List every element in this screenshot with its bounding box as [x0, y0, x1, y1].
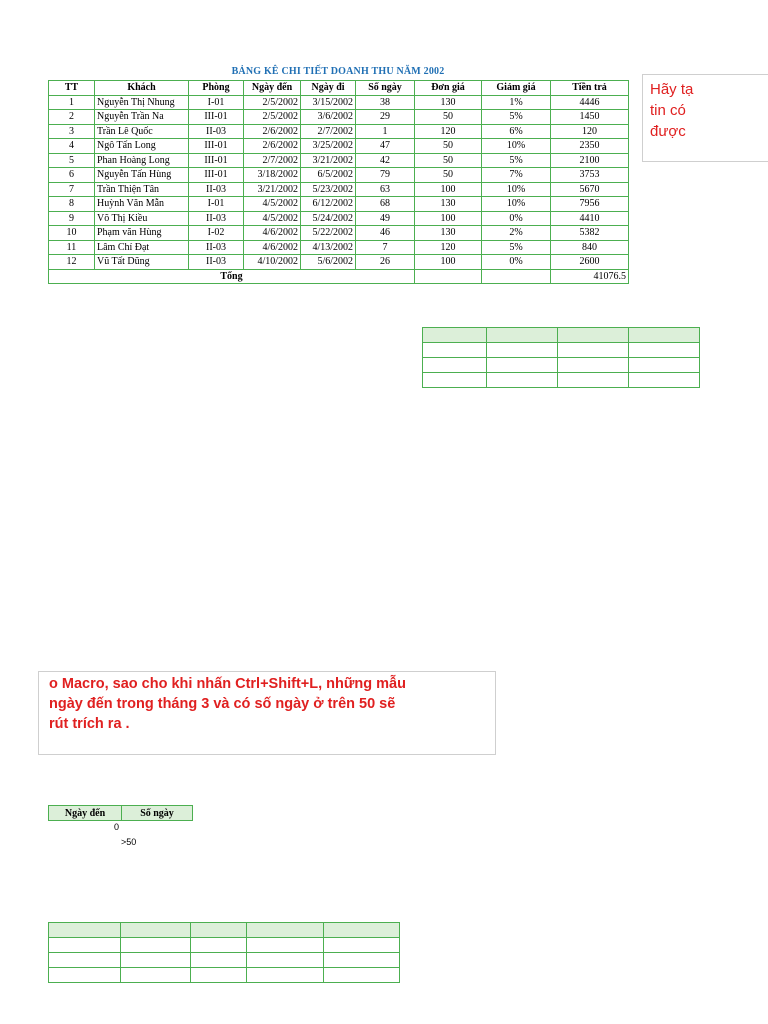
- extract-output-grid: [422, 327, 700, 388]
- table-cell[interactable]: 120: [415, 240, 482, 255]
- table-cell[interactable]: II-03: [189, 182, 244, 197]
- col-header-khach[interactable]: Khách: [95, 81, 189, 96]
- table-cell[interactable]: 3/6/2002: [301, 110, 356, 125]
- instruction-note-right[interactable]: [642, 74, 768, 162]
- table-cell[interactable]: 50: [415, 139, 482, 154]
- table-cell[interactable]: 8: [49, 197, 95, 212]
- table-cell[interactable]: 4/6/2002: [244, 240, 301, 255]
- table-row: [49, 110, 629, 125]
- table-cell[interactable]: I-01: [189, 197, 244, 212]
- table-cell[interactable]: 840: [551, 240, 629, 255]
- table-row: [49, 255, 629, 270]
- table-cell[interactable]: 2/7/2002: [244, 153, 301, 168]
- table-row: [49, 240, 629, 255]
- total-row: [49, 269, 629, 284]
- table-cell[interactable]: 63: [356, 182, 415, 197]
- table-cell[interactable]: 3753: [551, 168, 629, 183]
- table-cell[interactable]: Trần Thiện Tân: [95, 182, 189, 197]
- table-row: [49, 211, 629, 226]
- table-cell[interactable]: Trần Lê Quốc: [95, 124, 189, 139]
- table-cell[interactable]: 7956: [551, 197, 629, 212]
- table-cell[interactable]: 9: [49, 211, 95, 226]
- table-cell[interactable]: 5/6/2002: [301, 255, 356, 270]
- table-cell[interactable]: 10%: [482, 182, 551, 197]
- table-cell[interactable]: 5670: [551, 182, 629, 197]
- table-cell[interactable]: 3/21/2002: [301, 153, 356, 168]
- table-row: [423, 343, 700, 358]
- col-header-ngay-den[interactable]: Ngày đến: [244, 81, 301, 96]
- table-cell[interactable]: [558, 358, 629, 373]
- table-cell[interactable]: [49, 938, 121, 953]
- table-cell[interactable]: 50: [415, 168, 482, 183]
- table-cell[interactable]: 50: [415, 110, 482, 125]
- instruction-note-right-text: Hãy tạ tin có được: [650, 81, 694, 140]
- table-row: [49, 806, 193, 821]
- revenue-table: [48, 80, 629, 284]
- table-cell[interactable]: 4/5/2002: [244, 211, 301, 226]
- table-cell[interactable]: 130: [415, 226, 482, 241]
- table-row: [49, 95, 629, 110]
- col-header-phong[interactable]: Phòng: [189, 81, 244, 96]
- table-cell[interactable]: 4/6/2002: [244, 226, 301, 241]
- table-cell[interactable]: 38: [356, 95, 415, 110]
- table-cell[interactable]: 1: [49, 95, 95, 110]
- table-cell[interactable]: [49, 923, 121, 938]
- table-cell[interactable]: 5/22/2002: [301, 226, 356, 241]
- table-cell[interactable]: 11: [49, 240, 95, 255]
- table-cell[interactable]: 5/24/2002: [301, 211, 356, 226]
- table-row: [49, 168, 629, 183]
- table-cell[interactable]: 5%: [482, 110, 551, 125]
- table-cell[interactable]: 130: [415, 95, 482, 110]
- table-cell[interactable]: [423, 328, 487, 343]
- table-cell[interactable]: Nguyễn Thị Nhung: [95, 95, 189, 110]
- table-cell[interactable]: 7: [49, 182, 95, 197]
- table-cell[interactable]: II-03: [189, 124, 244, 139]
- table-cell[interactable]: [324, 968, 400, 983]
- table-cell[interactable]: Nguyễn Tấn Hùng: [95, 168, 189, 183]
- table-cell[interactable]: [191, 968, 247, 983]
- table-cell[interactable]: [121, 938, 191, 953]
- table-cell[interactable]: 4446: [551, 95, 629, 110]
- col-header-don-gia[interactable]: Đơn giá: [415, 81, 482, 96]
- table-cell[interactable]: [247, 968, 324, 983]
- instruction-note-bottom-text: o Macro, sao cho khi nhấn Ctrl+Shift+L, những mẫu ngày đến trong tháng 3 và có số ngày ở trên 50 sẽ rút trích ra .: [49, 676, 406, 732]
- table-cell[interactable]: [415, 269, 482, 284]
- table-cell[interactable]: Phạm văn Hùng: [95, 226, 189, 241]
- table-row: [423, 358, 700, 373]
- table-cell[interactable]: [629, 328, 700, 343]
- table-cell[interactable]: 6%: [482, 124, 551, 139]
- table-cell[interactable]: III-01: [189, 110, 244, 125]
- table-cell[interactable]: Lâm Chí Đạt: [95, 240, 189, 255]
- table-cell[interactable]: 3/21/2002: [244, 182, 301, 197]
- table-cell[interactable]: [629, 343, 700, 358]
- table-row: [49, 968, 400, 983]
- table-row: [49, 197, 629, 212]
- table-cell[interactable]: [558, 328, 629, 343]
- table-row: [49, 153, 629, 168]
- table-cell[interactable]: Huỳnh Văn Mẫn: [95, 197, 189, 212]
- table-cell[interactable]: 2/5/2002: [244, 110, 301, 125]
- table-row: [49, 124, 629, 139]
- table-cell[interactable]: [423, 358, 487, 373]
- table-cell[interactable]: 3: [49, 124, 95, 139]
- table-cell[interactable]: 6/12/2002: [301, 197, 356, 212]
- table-cell[interactable]: [324, 938, 400, 953]
- criteria-value-so-ngay[interactable]: >50: [121, 837, 137, 847]
- table-cell[interactable]: 100: [415, 182, 482, 197]
- table-cell[interactable]: [629, 358, 700, 373]
- table-cell[interactable]: [247, 923, 324, 938]
- table-cell[interactable]: 0%: [482, 211, 551, 226]
- table-row: [423, 328, 700, 343]
- table-cell[interactable]: 2/6/2002: [244, 124, 301, 139]
- table-cell[interactable]: 2350: [551, 139, 629, 154]
- table-row: [49, 182, 629, 197]
- table-cell[interactable]: 3/18/2002: [244, 168, 301, 183]
- table-cell[interactable]: Vũ Tất Dũng: [95, 255, 189, 270]
- total-value[interactable]: 41076.5: [551, 269, 629, 284]
- table-cell[interactable]: 120: [551, 124, 629, 139]
- table-cell[interactable]: [191, 938, 247, 953]
- col-header-ngay-di[interactable]: Ngày đi: [301, 81, 356, 96]
- table-cell[interactable]: 100: [415, 211, 482, 226]
- table-cell[interactable]: 3/25/2002: [301, 139, 356, 154]
- table-cell[interactable]: [121, 968, 191, 983]
- table-cell[interactable]: 6/5/2002: [301, 168, 356, 183]
- table-cell[interactable]: 5%: [482, 240, 551, 255]
- table-cell[interactable]: 100: [415, 255, 482, 270]
- table-cell[interactable]: 4: [49, 139, 95, 154]
- table-cell[interactable]: [49, 968, 121, 983]
- table-cell[interactable]: [191, 953, 247, 968]
- table-cell[interactable]: [121, 923, 191, 938]
- table-cell[interactable]: I-02: [189, 226, 244, 241]
- table-cell[interactable]: 1450: [551, 110, 629, 125]
- table-cell[interactable]: 4410: [551, 211, 629, 226]
- table-cell[interactable]: III-01: [189, 139, 244, 154]
- table-row: [49, 953, 400, 968]
- table-cell[interactable]: 79: [356, 168, 415, 183]
- table-cell[interactable]: Phan Hoàng Long: [95, 153, 189, 168]
- table-cell[interactable]: 50: [415, 153, 482, 168]
- table-row: [49, 139, 629, 154]
- table-cell[interactable]: [558, 373, 629, 388]
- table-cell[interactable]: 2600: [551, 255, 629, 270]
- table-cell[interactable]: I-01: [189, 95, 244, 110]
- extract-output-grid-2: [48, 922, 400, 983]
- criteria-header-ngay-den[interactable]: Ngày đến: [49, 806, 122, 821]
- table-row: [49, 938, 400, 953]
- table-cell[interactable]: 10%: [482, 197, 551, 212]
- col-header-tt[interactable]: TT: [49, 81, 95, 96]
- table-cell[interactable]: 7: [356, 240, 415, 255]
- table-cell[interactable]: 5%: [482, 153, 551, 168]
- table-cell[interactable]: II-03: [189, 255, 244, 270]
- table-cell[interactable]: [49, 953, 121, 968]
- criteria-header-so-ngay[interactable]: Số ngày: [122, 806, 193, 821]
- table-cell[interactable]: [487, 358, 558, 373]
- table-cell[interactable]: 29: [356, 110, 415, 125]
- table-cell[interactable]: III-01: [189, 153, 244, 168]
- table-row: [49, 226, 629, 241]
- table-cell[interactable]: [121, 953, 191, 968]
- total-label[interactable]: Tổng: [49, 269, 415, 284]
- table-cell[interactable]: 4/10/2002: [244, 255, 301, 270]
- table-cell[interactable]: II-03: [189, 240, 244, 255]
- table-cell[interactable]: 3/15/2002: [301, 95, 356, 110]
- table-cell[interactable]: [247, 953, 324, 968]
- table-cell[interactable]: [324, 953, 400, 968]
- table-cell[interactable]: [482, 269, 551, 284]
- table-row: [49, 923, 400, 938]
- table-cell[interactable]: 49: [356, 211, 415, 226]
- table-cell[interactable]: 7%: [482, 168, 551, 183]
- table-cell[interactable]: 12: [49, 255, 95, 270]
- table-cell[interactable]: 46: [356, 226, 415, 241]
- table-cell[interactable]: 0%: [482, 255, 551, 270]
- col-header-so-ngay[interactable]: Số ngày: [356, 81, 415, 96]
- table-cell[interactable]: 5382: [551, 226, 629, 241]
- table-cell[interactable]: [324, 923, 400, 938]
- table-cell[interactable]: Võ Thị Kiều: [95, 211, 189, 226]
- table-cell[interactable]: [487, 343, 558, 358]
- table-cell[interactable]: [558, 343, 629, 358]
- table-cell[interactable]: [191, 923, 247, 938]
- criteria-value-ngay-den[interactable]: 0: [114, 822, 120, 832]
- table-cell[interactable]: 2/7/2002: [301, 124, 356, 139]
- table-cell[interactable]: 2/6/2002: [244, 139, 301, 154]
- table-cell[interactable]: 4/5/2002: [244, 197, 301, 212]
- table-header-row: [49, 81, 629, 96]
- table-cell[interactable]: 26: [356, 255, 415, 270]
- table-cell[interactable]: Nguyễn Trần Na: [95, 110, 189, 125]
- table-cell[interactable]: 5/23/2002: [301, 182, 356, 197]
- table-cell[interactable]: III-01: [189, 168, 244, 183]
- col-header-giam-gia[interactable]: Giảm giá: [482, 81, 551, 96]
- instruction-note-bottom[interactable]: [38, 671, 496, 755]
- table-cell[interactable]: 120: [415, 124, 482, 139]
- table-cell[interactable]: 42: [356, 153, 415, 168]
- table-cell[interactable]: [247, 938, 324, 953]
- table-cell[interactable]: [423, 373, 487, 388]
- table-cell[interactable]: 10: [49, 226, 95, 241]
- table-cell[interactable]: 130: [415, 197, 482, 212]
- table-cell[interactable]: 6: [49, 168, 95, 183]
- table-cell[interactable]: [487, 328, 558, 343]
- table-cell[interactable]: 5: [49, 153, 95, 168]
- table-cell[interactable]: 68: [356, 197, 415, 212]
- table-row: [423, 373, 700, 388]
- report-title: BẢNG KÊ CHI TIẾT DOANH THU NĂM 2002: [231, 66, 445, 77]
- table-cell[interactable]: [487, 373, 558, 388]
- table-cell[interactable]: 2/5/2002: [244, 95, 301, 110]
- table-cell[interactable]: 2%: [482, 226, 551, 241]
- table-cell[interactable]: 1: [356, 124, 415, 139]
- table-cell[interactable]: [629, 373, 700, 388]
- table-cell[interactable]: 1%: [482, 95, 551, 110]
- table-cell[interactable]: 4/13/2002: [301, 240, 356, 255]
- table-cell[interactable]: 10%: [482, 139, 551, 154]
- table-cell[interactable]: Ngô Tấn Long: [95, 139, 189, 154]
- table-cell[interactable]: [423, 343, 487, 358]
- col-header-tien-tra[interactable]: Tiền trả: [551, 81, 629, 96]
- criteria-table: [48, 805, 193, 821]
- table-cell[interactable]: 47: [356, 139, 415, 154]
- table-cell[interactable]: 2: [49, 110, 95, 125]
- table-cell[interactable]: 2100: [551, 153, 629, 168]
- table-cell[interactable]: II-03: [189, 211, 244, 226]
